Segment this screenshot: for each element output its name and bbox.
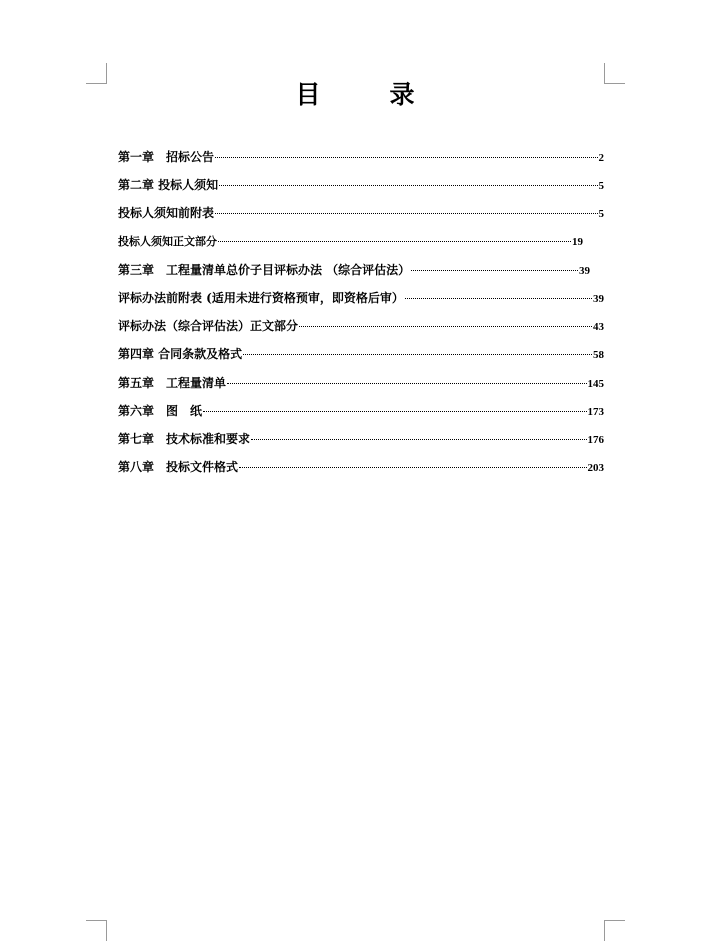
toc-entry-label: 第四章 合同条款及格式 [118, 347, 243, 362]
toc-entry-page: 39 [579, 264, 590, 277]
page-title: 目 录 [295, 80, 437, 109]
toc-dot-leader [239, 467, 586, 468]
toc-dot-leader [299, 326, 592, 327]
toc-entry-page: 176 [587, 433, 604, 446]
toc-entry-page: 58 [593, 349, 604, 362]
toc-entry[interactable] [118, 256, 604, 284]
toc-entry-label: 第二章 投标人须知 [118, 178, 219, 193]
toc-entry-label: 评标办法（综合评估法）正文部分 [118, 319, 299, 334]
toc-entry-page: 5 [598, 180, 604, 193]
table-of-contents [118, 143, 604, 481]
toc-dot-leader [219, 185, 597, 186]
toc-entry-page: 43 [593, 321, 604, 334]
crop-mark-bottom-left [86, 920, 107, 941]
toc-dot-leader [218, 241, 571, 242]
toc-entry-page: 203 [587, 462, 604, 475]
toc-entry[interactable] [118, 284, 604, 312]
toc-entry-page: 5 [598, 208, 604, 221]
toc-entry-label: 第六章 图 纸 [118, 403, 203, 418]
toc-entry-label: 第五章 工程量清单 [118, 375, 227, 390]
toc-entry-label: 第七章 技术标准和要求 [118, 431, 251, 446]
toc-entry-label: 投标人须知正文部分 [118, 234, 217, 248]
toc-dot-leader [215, 157, 597, 158]
crop-mark-bottom-right [604, 920, 625, 941]
toc-dot-leader [411, 270, 578, 271]
toc-entry[interactable] [118, 369, 604, 397]
toc-dot-leader [243, 354, 592, 355]
toc-entry-page: 145 [587, 377, 604, 390]
toc-entry[interactable] [118, 425, 604, 453]
toc-entry[interactable] [118, 143, 604, 171]
toc-entry[interactable] [118, 397, 604, 425]
toc-entry-label: 评标办法前附表 (适用未进行资格预审，即资格后审） [118, 290, 404, 305]
toc-dot-leader [227, 383, 586, 384]
toc-entry[interactable] [118, 312, 604, 340]
toc-entry-page: 39 [593, 292, 604, 305]
toc-dot-leader [203, 411, 586, 412]
toc-entry[interactable] [118, 453, 604, 481]
toc-entry-label: 投标人须知前附表 [118, 206, 215, 221]
toc-entry[interactable] [118, 340, 604, 368]
toc-entry[interactable] [118, 228, 604, 256]
toc-entry-label: 第一章 招标公告 [118, 150, 215, 164]
toc-entry[interactable] [118, 199, 604, 227]
toc-entry-label: 第八章 投标文件格式 [118, 460, 239, 475]
toc-entry-label: 第三章 工程量清单总价子目评标办法 （综合评估法） [118, 262, 411, 277]
toc-entry[interactable] [118, 171, 604, 199]
toc-entry-page: 19 [572, 235, 583, 248]
toc-entry-page: 173 [587, 405, 604, 418]
toc-dot-leader [215, 213, 597, 214]
toc-dot-leader [251, 439, 586, 440]
toc-dot-leader [405, 298, 592, 299]
toc-entry-page: 2 [598, 152, 604, 164]
